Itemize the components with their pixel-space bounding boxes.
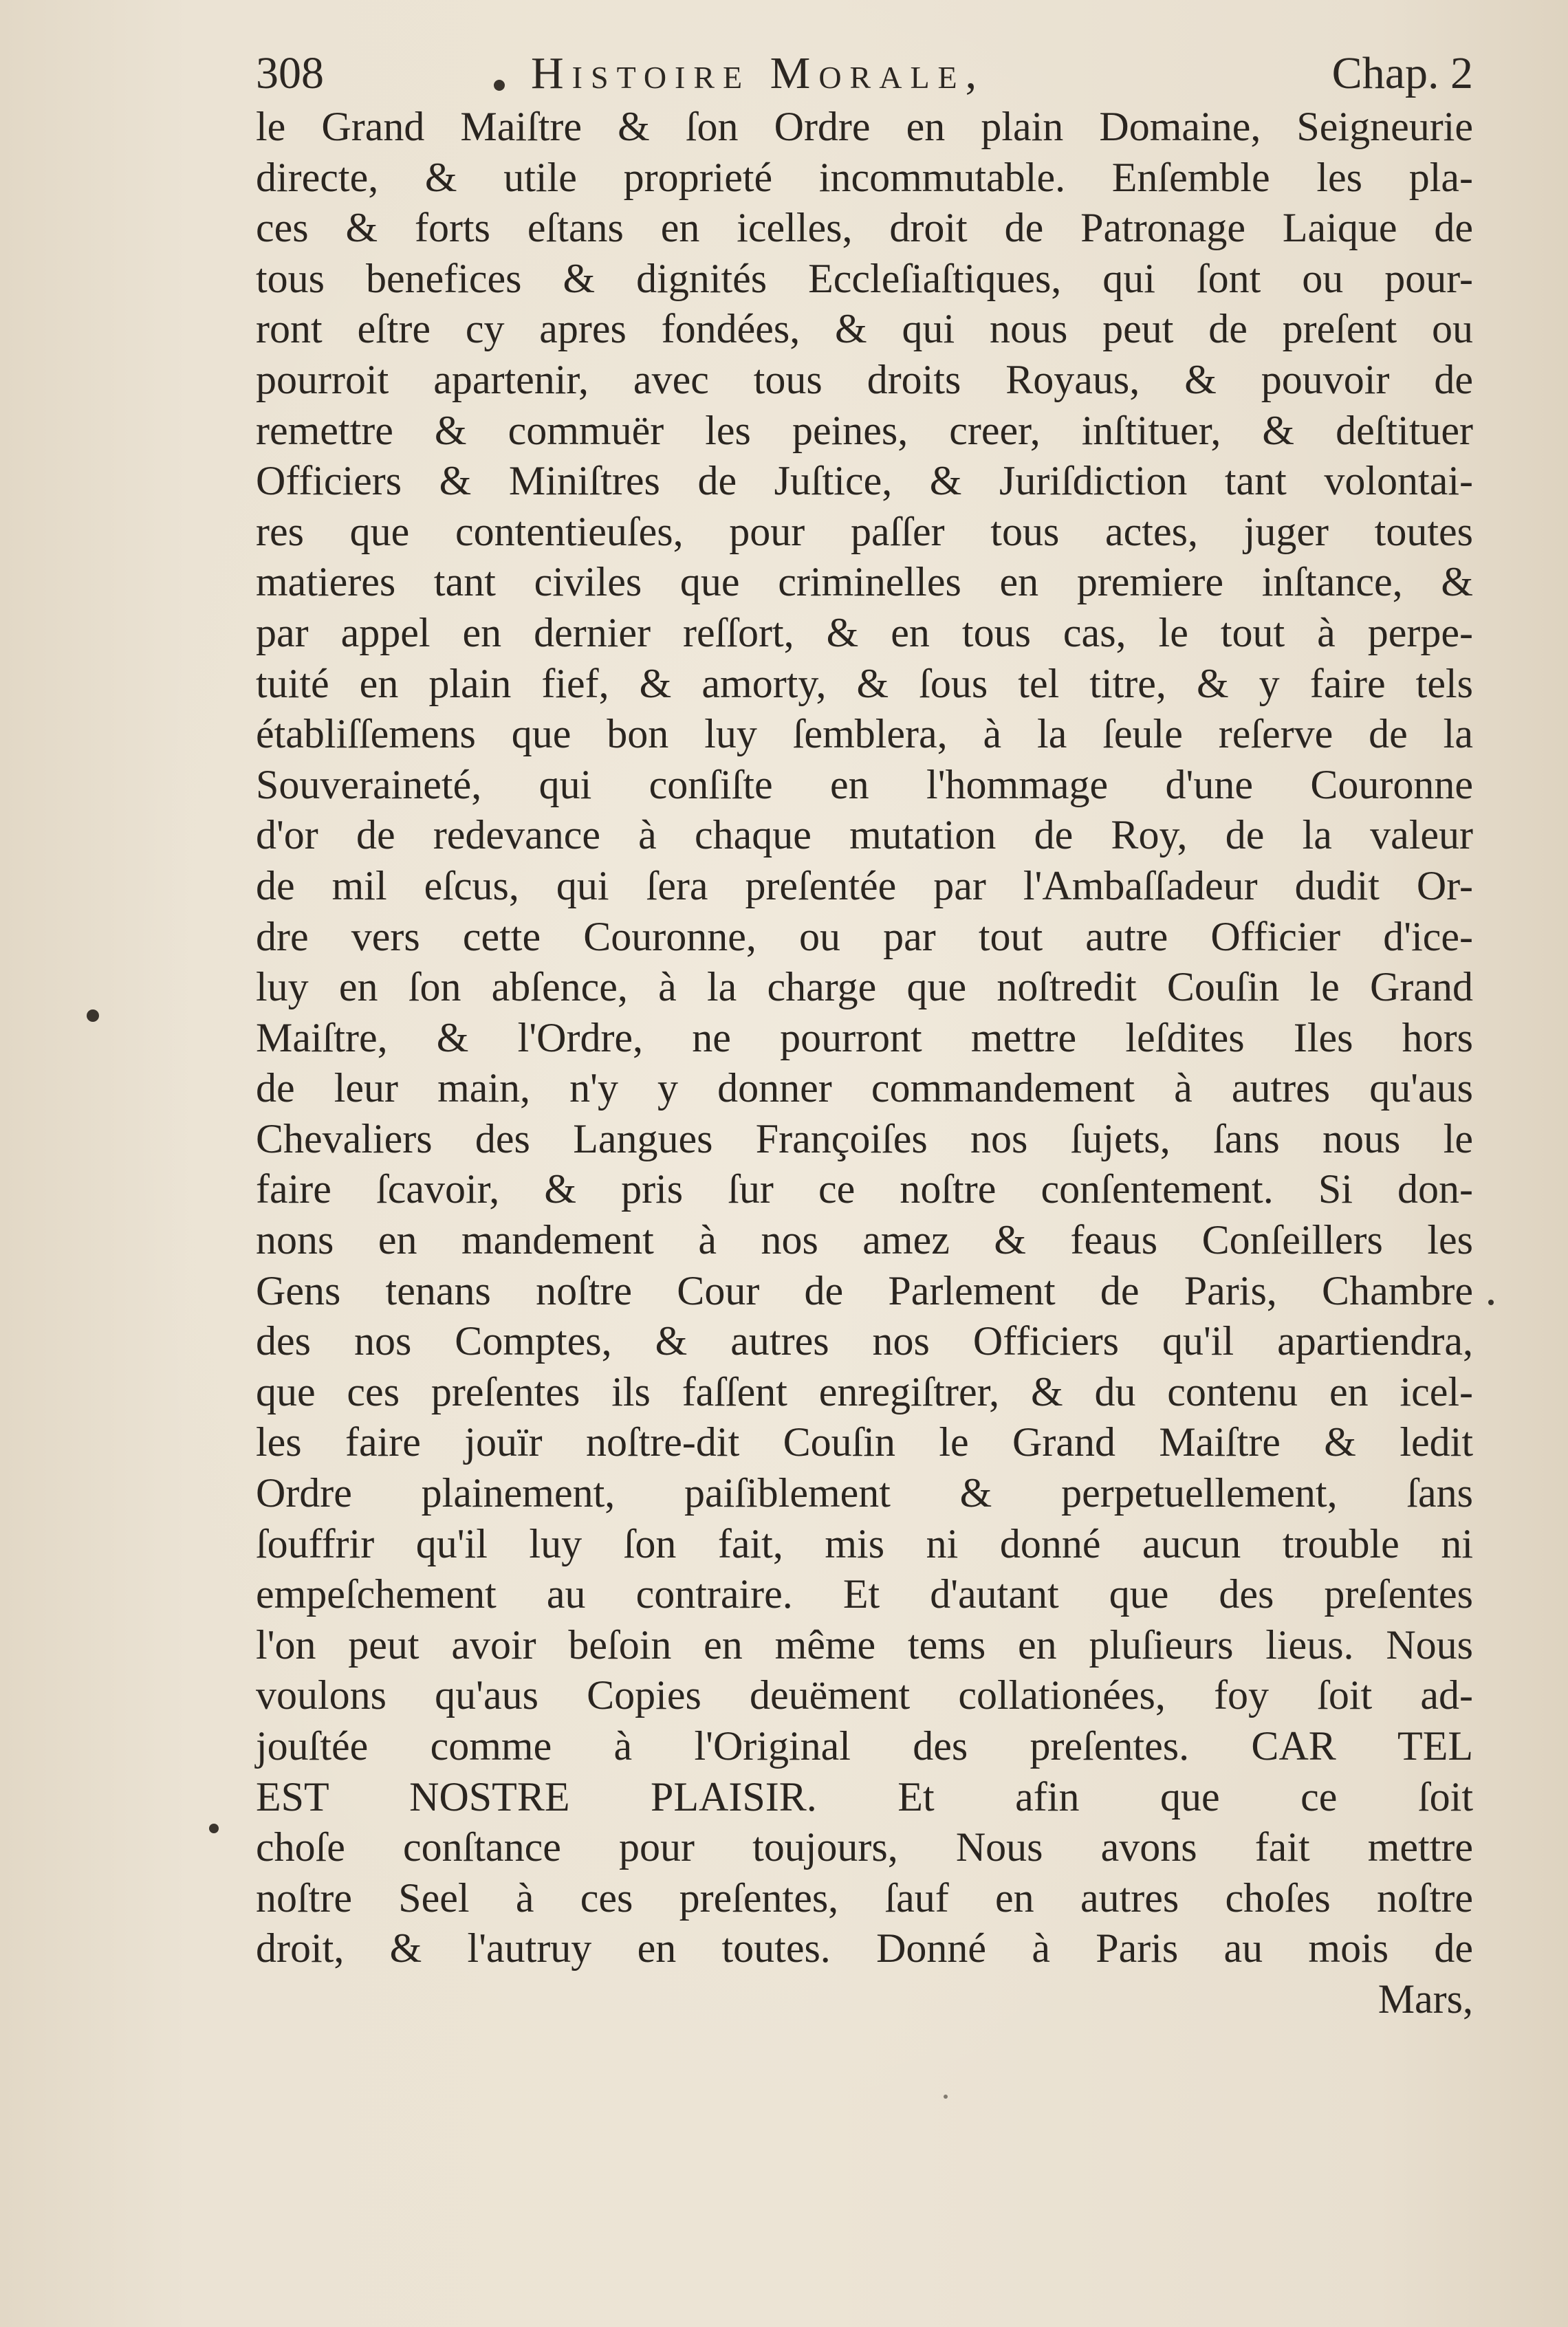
text-line: Ordre plainement, paiſiblement & perpetuellement, ſans <box>256 1470 1473 1516</box>
ink-speck <box>494 80 505 91</box>
text-line: Chevaliers des Langues Françoiſes nos ſujets, ſans nous le <box>256 1115 1473 1161</box>
text-line: empeſchement au contraire. Et d'autant que des preſentes <box>256 1571 1473 1617</box>
text-line: ront eſtre cy apres fondées, & qui nous peut de preſent ou <box>256 306 1473 352</box>
text-line: Souveraineté, qui conſiſte en l'hommage d'une Couronne <box>256 761 1473 807</box>
text-line: faire ſcavoir, & pris ſur ce noſtre conſentement. Si don- <box>256 1166 1473 1212</box>
text-line: voulons qu'aus Copies deuëment collationées, foy ſoit ad- <box>256 1672 1473 1718</box>
text-line: Gens tenans noſtre Cour de Parlement de Paris, Chambre <box>256 1267 1473 1313</box>
text-line: le Grand Maiſtre & ſon Ordre en plain Domaine, Seigneurie <box>256 104 1473 149</box>
chapter-label: Chap. 2 <box>1331 48 1473 98</box>
text-line: que ces preſentes ils faſſent enregiſtrer, & du contenu en icel- <box>256 1368 1473 1414</box>
text-line: d'or de redevance à chaque mutation de Roy, de la valeur <box>256 812 1473 858</box>
page-header <box>256 43 1473 105</box>
text-line: des nos Comptes, & autres nos Officiers qu'il apartiendra, <box>256 1318 1473 1364</box>
text-line: Officiers & Miniſtres de Juſtice, & Juriſdiction tant volontai- <box>256 458 1473 504</box>
text-line: EST NOSTRE PLAISIR. Et afin que ce ſoit <box>256 1773 1473 1820</box>
text-line: établiſſemens que bon luy ſemblera, à la ſeule reſerve de la <box>256 711 1473 757</box>
text-line: choſe conſtance pour toujours, Nous avons fait mettre <box>256 1824 1473 1870</box>
text-line: ſouffrir qu'il luy ſon fait, mis ni donné aucun trouble ni <box>256 1520 1473 1566</box>
running-title: Histoire Morale, <box>531 48 986 98</box>
text-line: res que contentieuſes, pour paſſer tous actes, juger toutes <box>256 508 1473 554</box>
text-line: par appel en dernier reſſort, & en tous cas, le tout à perpe- <box>256 609 1473 655</box>
text-line: droit, & l'autruy en toutes. Donné à Paris au mois de <box>256 1925 1473 1971</box>
ink-speck <box>1488 1300 1494 1305</box>
text-line: pourroit apartenir, avec tous droits Royaus, & pouvoir de <box>256 356 1473 402</box>
text-line: remettre & commuër les peines, creer, inſtituer, & deſtituer <box>256 407 1473 453</box>
text-line: de leur main, n'y y donner commandement à autres qu'aus <box>256 1065 1473 1111</box>
ink-speck <box>944 2095 948 2099</box>
text-line: les faire jouïr noſtre-dit Couſin le Grand Maiſtre & ledit <box>256 1419 1473 1465</box>
text-line: Maiſtre, & l'Ordre, ne pourront mettre leſdites Iles hors <box>256 1014 1473 1060</box>
text-line: luy en ſon abſence, à la charge que noſtredit Couſin le Grand <box>256 964 1473 1010</box>
text-line: dre vers cette Couronne, ou par tout autre Officier d'ice- <box>256 913 1473 959</box>
text-line: noſtre Seel à ces preſentes, ſauf en autres choſes noſtre <box>256 1875 1473 1921</box>
ink-speck <box>209 1824 219 1833</box>
page-number: 308 <box>256 48 324 98</box>
text-line: ces & forts eſtans en icelles, droit de Patronage Laique de <box>256 205 1473 251</box>
ink-speck <box>87 1009 99 1022</box>
text-line-final: Mars, <box>1378 1976 1473 2022</box>
text-line: de mil eſcus, qui ſera preſentée par l'Ambaſſadeur dudit Or- <box>256 862 1473 908</box>
text-line: directe, & utile proprieté incommutable. Enſemble les pla- <box>256 154 1473 200</box>
text-line: matieres tant civiles que criminelles en premiere inſtance, & <box>256 559 1473 605</box>
text-line: jouſtée comme à l'Original des preſentes. CAR TEL <box>256 1723 1473 1769</box>
text-line: tuité en plain fief, & amorty, & ſous tel titre, & y faire tels <box>256 660 1473 706</box>
body-text <box>256 102 1473 2025</box>
text-line: tous benefices & dignités Eccleſiaſtiques, qui ſont ou pour- <box>256 255 1473 301</box>
text-line: l'on peut avoir beſoin en même tems en pluſieurs lieus. Nous <box>256 1621 1473 1668</box>
text-line: nons en mandement à nos amez & feaus Conſeillers les <box>256 1217 1473 1263</box>
